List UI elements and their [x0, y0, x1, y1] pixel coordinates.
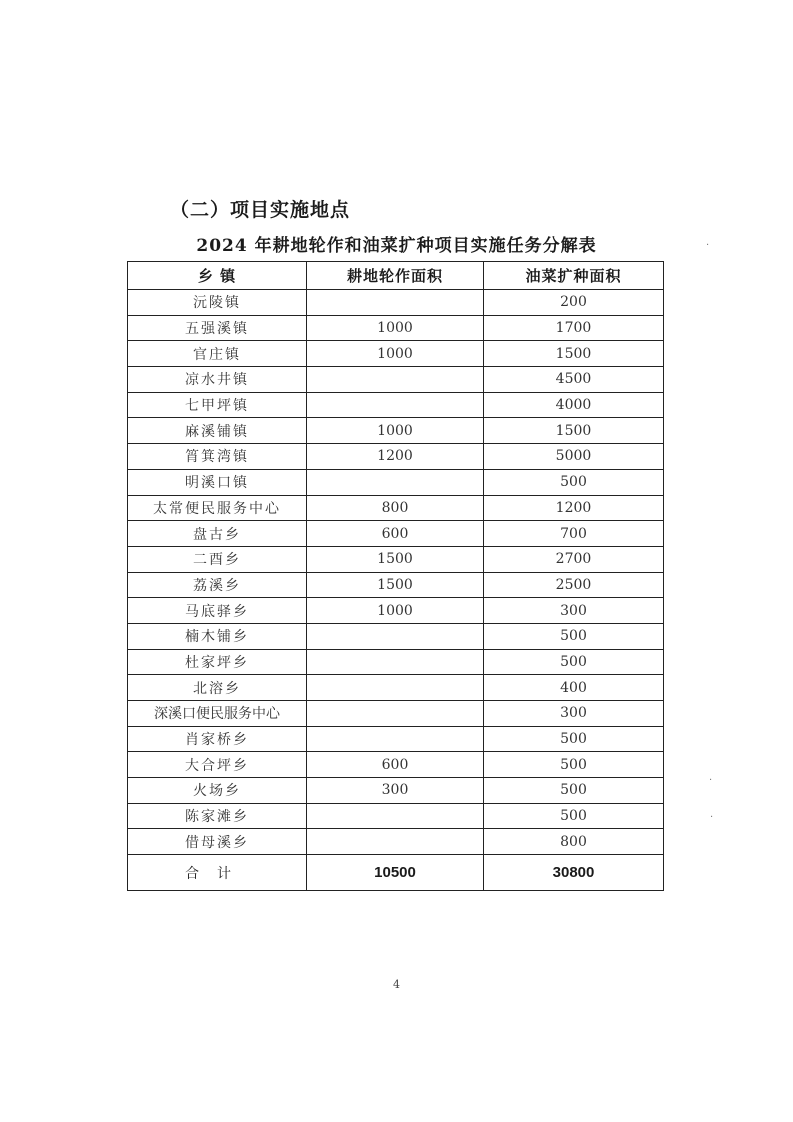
table-row: [128, 444, 664, 470]
table-row: [128, 418, 664, 444]
rotation-cell: 1000: [307, 315, 484, 341]
rapeseed-cell: 500: [484, 623, 664, 649]
town-cell: 楠木铺乡: [128, 623, 307, 649]
task-breakdown-table: [127, 261, 664, 891]
table-row: [128, 546, 664, 572]
rotation-cell: [307, 726, 484, 752]
rotation-cell: 1000: [307, 598, 484, 624]
town-cell: 盘古乡: [128, 521, 307, 547]
rapeseed-cell: 300: [484, 598, 664, 624]
town-cell: 荔溪乡: [128, 572, 307, 598]
rotation-cell: [307, 649, 484, 675]
rapeseed-cell: 500: [484, 752, 664, 778]
rotation-cell: 300: [307, 778, 484, 804]
town-cell: 北溶乡: [128, 675, 307, 701]
rotation-cell: 600: [307, 752, 484, 778]
total-rotation-cell: 10500: [307, 855, 484, 891]
table-row: [128, 341, 664, 367]
town-cell: 杜家坪乡: [128, 649, 307, 675]
rapeseed-cell: 500: [484, 469, 664, 495]
rapeseed-cell: 500: [484, 726, 664, 752]
table-row: [128, 675, 664, 701]
rapeseed-cell: 1200: [484, 495, 664, 521]
table-header-row: [128, 262, 664, 290]
rotation-cell: 1000: [307, 418, 484, 444]
rotation-cell: [307, 701, 484, 727]
town-cell: 筲箕湾镇: [128, 444, 307, 470]
scan-speck: ·: [706, 240, 710, 251]
town-cell: 陈家滩乡: [128, 803, 307, 829]
table-row: [128, 315, 664, 341]
town-cell: 深溪口便民服务中心: [128, 701, 307, 727]
rapeseed-cell: 1700: [484, 315, 664, 341]
table-row: [128, 469, 664, 495]
section-heading: （二）项目实施地点: [170, 199, 351, 221]
rapeseed-cell: 500: [484, 803, 664, 829]
table-row: [128, 392, 664, 418]
table-row: [128, 521, 664, 547]
column-header-rapeseed-area: 油菜扩种面积: [484, 262, 664, 290]
table-row: [128, 829, 664, 855]
town-cell: 火场乡: [128, 778, 307, 804]
rapeseed-cell: 300: [484, 701, 664, 727]
rotation-cell: 800: [307, 495, 484, 521]
town-cell: 借母溪乡: [128, 829, 307, 855]
table-row: [128, 701, 664, 727]
town-cell: 官庄镇: [128, 341, 307, 367]
scan-speck: ·: [709, 775, 713, 786]
table-row: [128, 803, 664, 829]
town-cell: 明溪口镇: [128, 469, 307, 495]
town-cell: 凉水井镇: [128, 367, 307, 393]
table-row: [128, 778, 664, 804]
town-cell: 大合坪乡: [128, 752, 307, 778]
town-cell: 沅陵镇: [128, 290, 307, 316]
rotation-cell: [307, 829, 484, 855]
rotation-cell: [307, 392, 484, 418]
rapeseed-cell: 4000: [484, 392, 664, 418]
rapeseed-cell: 200: [484, 290, 664, 316]
town-cell: 五强溪镇: [128, 315, 307, 341]
rapeseed-cell: 1500: [484, 418, 664, 444]
column-header-rotation-area: 耕地轮作面积: [307, 262, 484, 290]
rapeseed-cell: 500: [484, 778, 664, 804]
town-cell: 二酉乡: [128, 546, 307, 572]
rotation-cell: 1500: [307, 546, 484, 572]
rotation-cell: [307, 803, 484, 829]
town-cell: 马底驿乡: [128, 598, 307, 624]
rotation-cell: 1500: [307, 572, 484, 598]
scan-speck: ·: [710, 812, 714, 823]
rotation-cell: [307, 290, 484, 316]
rotation-cell: 600: [307, 521, 484, 547]
table-row: [128, 649, 664, 675]
table-row: [128, 726, 664, 752]
rapeseed-cell: 700: [484, 521, 664, 547]
rapeseed-cell: 800: [484, 829, 664, 855]
rotation-cell: [307, 469, 484, 495]
rapeseed-cell: 400: [484, 675, 664, 701]
rotation-cell: [307, 623, 484, 649]
table-row: [128, 752, 664, 778]
town-cell: 肖家桥乡: [128, 726, 307, 752]
total-label-cell: 合计: [128, 855, 307, 891]
rotation-cell: 1000: [307, 341, 484, 367]
rapeseed-cell: 1500: [484, 341, 664, 367]
table-title: 2024 年耕地轮作和油菜扩种项目实施任务分解表: [196, 236, 597, 256]
rotation-cell: [307, 675, 484, 701]
table-row: [128, 572, 664, 598]
column-header-town: 乡 镇: [128, 262, 307, 290]
table-row: [128, 598, 664, 624]
town-cell: 麻溪铺镇: [128, 418, 307, 444]
town-cell: 七甲坪镇: [128, 392, 307, 418]
rapeseed-cell: 2500: [484, 572, 664, 598]
table-row: [128, 367, 664, 393]
page-number: 4: [393, 978, 400, 991]
rotation-cell: [307, 367, 484, 393]
rapeseed-cell: 500: [484, 649, 664, 675]
rotation-cell: 1200: [307, 444, 484, 470]
total-rapeseed-cell: 30800: [484, 855, 664, 891]
table-row: [128, 623, 664, 649]
table-row: [128, 290, 664, 316]
table-row: [128, 495, 664, 521]
rapeseed-cell: 2700: [484, 546, 664, 572]
town-cell: 太常便民服务中心: [128, 495, 307, 521]
rapeseed-cell: 4500: [484, 367, 664, 393]
rapeseed-cell: 5000: [484, 444, 664, 470]
total-row: [128, 855, 664, 891]
